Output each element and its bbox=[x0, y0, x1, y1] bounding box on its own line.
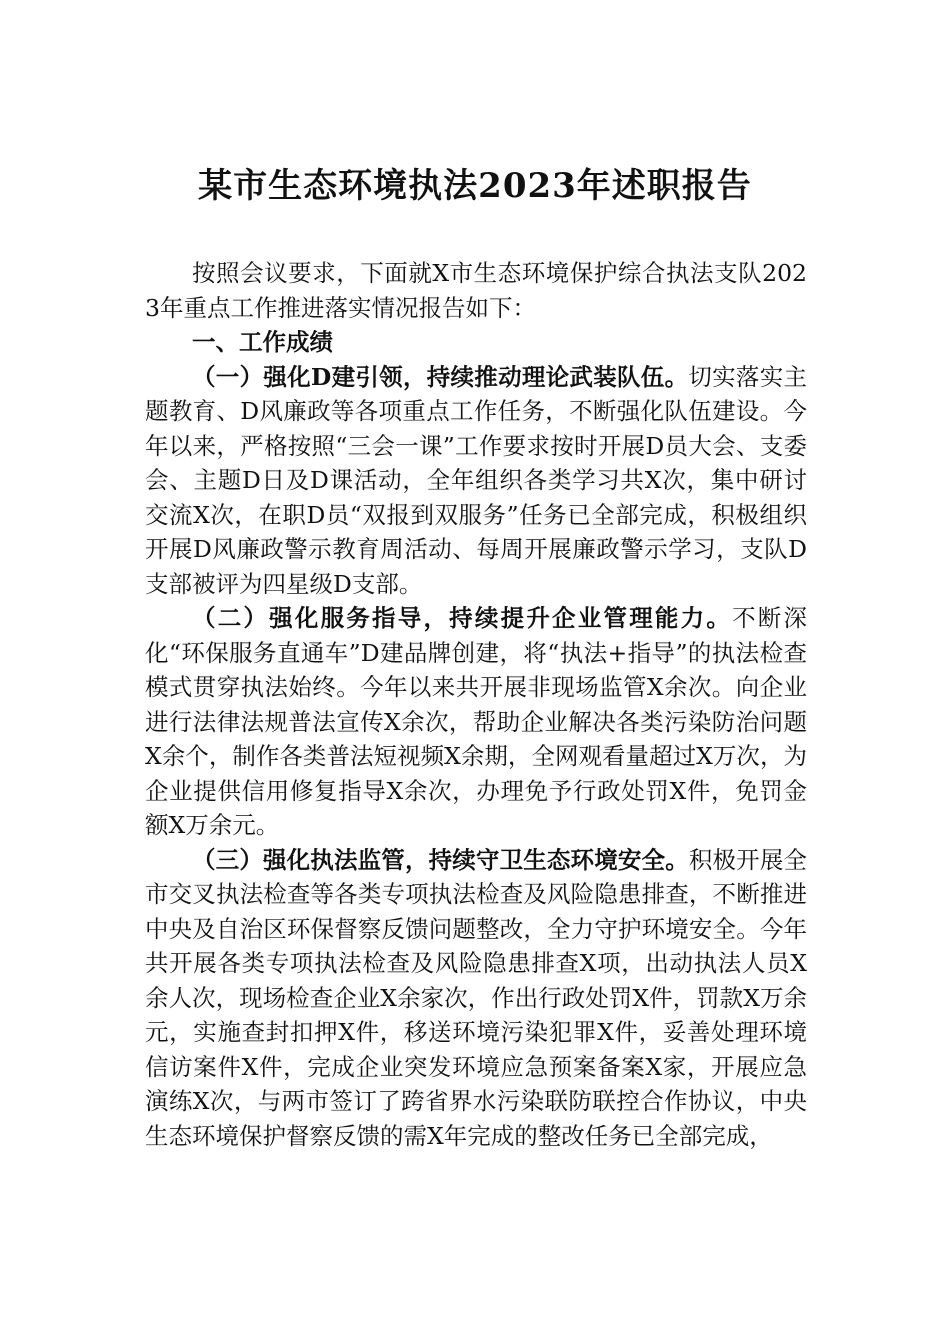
section-heading: 一、工作成绩 bbox=[192, 328, 333, 356]
item-lead: （三）强化执法监管，持续守卫生态环境安全。 bbox=[192, 845, 689, 874]
item-lead: （一）强化D建引领，持续推动理论武装队伍。 bbox=[192, 362, 689, 391]
document-body bbox=[145, 256, 807, 1153]
item-paragraph-2 bbox=[145, 601, 807, 843]
item-paragraph-3 bbox=[145, 843, 807, 1154]
intro-paragraph: 按照会议要求，下面就X市生态环境保护综合执法支队2023年重点工作推进落实情况报告如下： bbox=[145, 259, 807, 322]
document-title: 某市生态环境执法2023年述职报告 bbox=[198, 166, 752, 206]
item-text: 切实落实主题教育、D风廉政等各项重点工作任务，不断强化队伍建设。今年以来，严格按照“三会一课”工作要求按时开展D员大会、支委会、主题D日及D课活动，全年组织各类学习共X次，集中研讨交流X次，在职D员“双报到双服务”任务已全部完成，积极组织开展D风廉政警示教育周活动、每周开展廉政警示学习，支队D支部被评为四星级D支部。 bbox=[145, 362, 807, 598]
item-paragraph-1 bbox=[145, 360, 807, 602]
item-text: 积极开展全市交叉执法检查等各类专项执法检查及风险隐患排查，不断推进中央及自治区环保督察反馈问题整改，全力守护环境安全。今年共开展各类专项执法检查及风险隐患排查X项，出动执法人员X余人次，现场检查企业X余家次，作出行政处罚X件，罚款X万余元，实施查封扣押X件，移送环境污染犯罪X件，妥善处理环境信访案件X件，完成企业突发环境应急预案备案X家，开展应急演练X次，与两市签订了跨省界水污染联防联控合作协议，中央生态环境保护督察反馈的需X年完成的整改任务已全部完成， bbox=[145, 845, 807, 1150]
item-lead: （二）强化服务指导，持续提升企业管理能力。 bbox=[192, 604, 733, 632]
item-text: 不断深化“环保服务直通车”D建品牌创建，将“执法+指导”的执法检查模式贯穿执法始终。今年以来共开展非现场监管X余次。向企业进行法律法规普法宣传X余次，帮助企业解决各类污染防治问题X余个，制作各类普法短视频X余期，全网观看量超过X万次，为企业提供信用修复指导X余次，办理免予行政处罚X件，免罚金额X万余元。 bbox=[145, 604, 808, 839]
